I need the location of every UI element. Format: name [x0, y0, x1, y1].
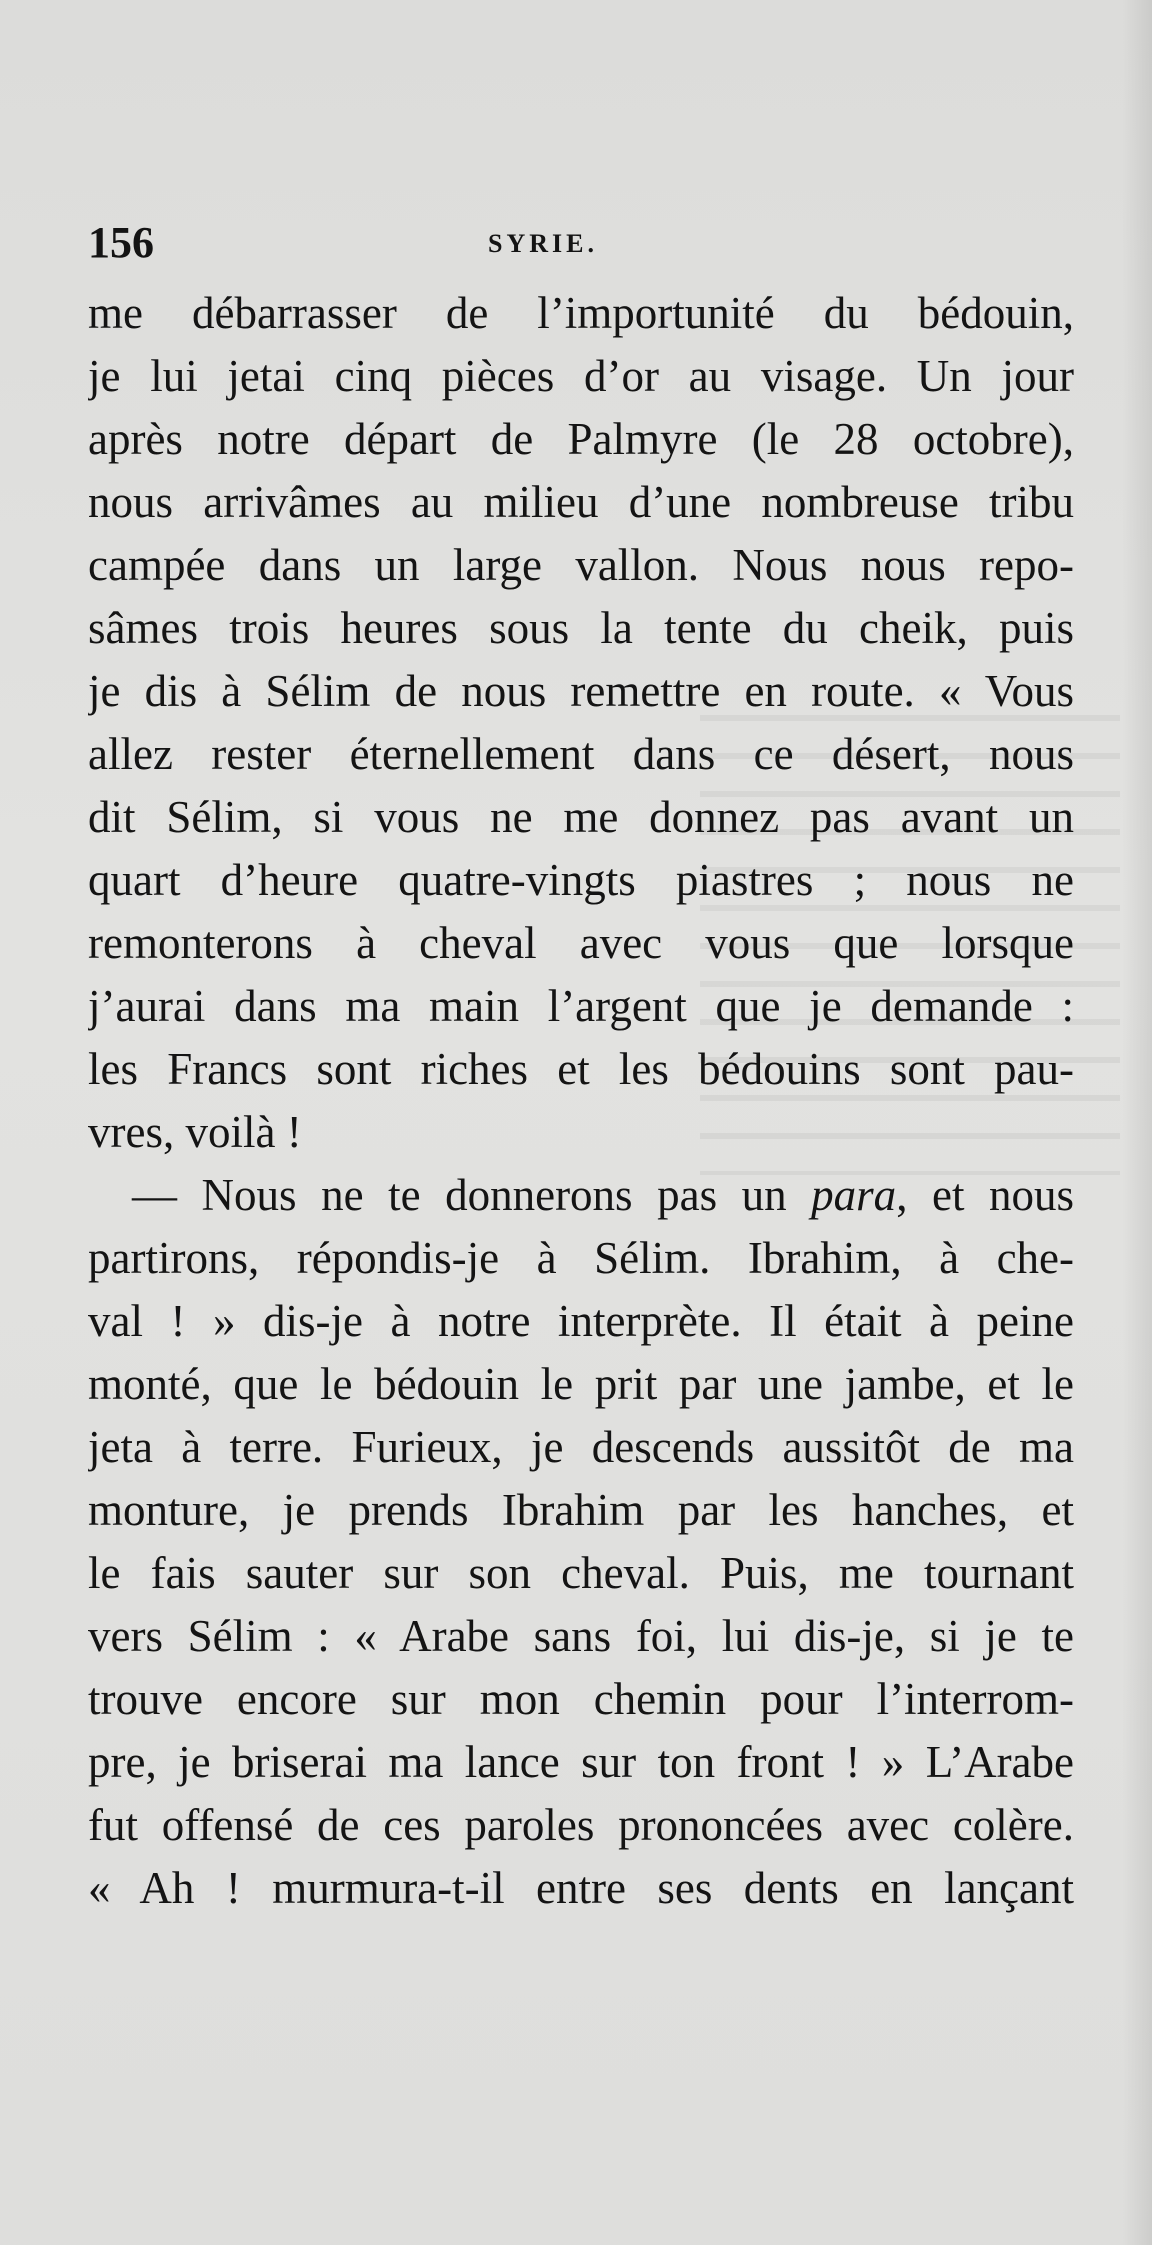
text-line: après notre départ de Palmyre (le 28 octobre), — [88, 414, 1074, 464]
text-line: le fais sauter sur son cheval. Puis, me tournant — [88, 1548, 1074, 1598]
text-line: monture, je prends Ibrahim par les hanches, et — [88, 1485, 1074, 1535]
text-line: me débarrasser de l’importunité du bédouin, — [88, 288, 1074, 338]
text-line: monté, que le bédouin le prit par une jambe, et le — [88, 1359, 1074, 1409]
text-segment: , et nous — [896, 1170, 1074, 1220]
text-line: partirons, répondis-je à Sélim. Ibrahim, à che- — [88, 1233, 1074, 1283]
italic-word: para — [811, 1170, 897, 1220]
text-line: val ! » dis-je à notre interprète. Il était à peine — [88, 1296, 1074, 1346]
text-line: quart d’heure quatre-vingts piastres ; nous ne — [88, 855, 1074, 905]
text-line: fut offensé de ces paroles prononcées avec colère. — [88, 1800, 1074, 1850]
text-line: allez rester éternellement dans ce désert, nous — [88, 729, 1074, 779]
text-line: je dis à Sélim de nous remettre en route. « Vous — [88, 666, 1074, 716]
page-number: 156 — [88, 218, 154, 267]
text-line: « Ah ! murmura-t-il entre ses dents en lançant — [88, 1863, 1074, 1913]
text-line: remonterons à cheval avec vous que lorsque — [88, 918, 1074, 968]
page-edge-shadow — [1122, 0, 1152, 2245]
text-line: jeta à terre. Furieux, je descends aussitôt de ma — [88, 1422, 1074, 1472]
text-line: trouve encore sur mon chemin pour l’interrom- — [88, 1674, 1074, 1724]
text-line: pre, je briserai ma lance sur ton front ! » L’Arabe — [88, 1737, 1074, 1787]
running-head: SYRIE. — [488, 229, 598, 258]
paragraph-start-line — [88, 1164, 1074, 1227]
page-header — [88, 218, 1074, 268]
text-line: sâmes trois heures sous la tente du cheik, puis — [88, 603, 1074, 653]
text-line: vers Sélim : « Arabe sans foi, lui dis-je, si je te — [88, 1611, 1074, 1661]
body-text — [88, 282, 1074, 1920]
text-line: j’aurai dans ma main l’argent que je demande : — [88, 981, 1074, 1031]
paragraph-end-line: vres, voilà ! — [88, 1107, 302, 1157]
text-line: campée dans un large vallon. Nous nous repo- — [88, 540, 1074, 590]
text-line: je lui jetai cinq pièces d’or au visage. Un jour — [88, 351, 1074, 401]
text-line: les Francs sont riches et les bédouins sont pau- — [88, 1044, 1074, 1094]
text-segment: — Nous ne te donnerons pas un — [132, 1170, 812, 1220]
text-line: nous arrivâmes au milieu d’une nombreuse tribu — [88, 477, 1074, 527]
text-line: dit Sélim, si vous ne me donnez pas avant un — [88, 792, 1074, 842]
